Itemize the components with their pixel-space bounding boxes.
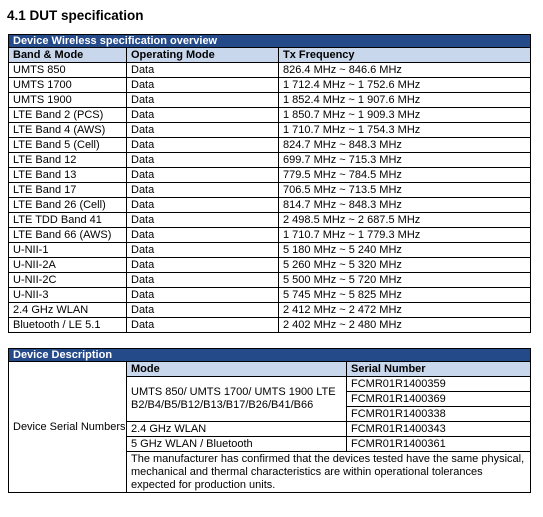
operating-mode-cell: Data bbox=[127, 303, 279, 318]
serial-number: FCMR01R1400343 bbox=[347, 422, 531, 437]
operating-mode-cell: Data bbox=[127, 183, 279, 198]
tx-frequency-cell: 826.4 MHz ~ 846.6 MHz bbox=[279, 63, 531, 78]
desc-table-title: Device Description bbox=[9, 349, 531, 362]
operating-mode-cell: Data bbox=[127, 318, 279, 333]
operating-mode-cell: Data bbox=[127, 168, 279, 183]
spec-row bbox=[9, 168, 531, 183]
spec-row bbox=[9, 273, 531, 288]
spec-row bbox=[9, 243, 531, 258]
spec-row bbox=[9, 93, 531, 108]
spec-row bbox=[9, 108, 531, 123]
mode-wlan-5g-bluetooth: 5 GHz WLAN / Bluetooth bbox=[127, 437, 347, 452]
tx-frequency-cell: 779.5 MHz ~ 784.5 MHz bbox=[279, 168, 531, 183]
header-mode: Mode bbox=[127, 362, 347, 377]
spec-row bbox=[9, 198, 531, 213]
section-heading: 4.1 DUT specification bbox=[7, 8, 144, 23]
operating-mode-cell: Data bbox=[127, 63, 279, 78]
band-mode-cell: U-NII-1 bbox=[9, 243, 127, 258]
wireless-spec-table bbox=[8, 34, 531, 333]
tx-frequency-cell: 1 710.7 MHz ~ 1 754.3 MHz bbox=[279, 123, 531, 138]
band-mode-cell: UMTS 1900 bbox=[9, 93, 127, 108]
band-mode-cell: LTE Band 66 (AWS) bbox=[9, 228, 127, 243]
band-mode-cell: U-NII-2C bbox=[9, 273, 127, 288]
header-band-mode: Band & Mode bbox=[9, 48, 127, 63]
operating-mode-cell: Data bbox=[127, 198, 279, 213]
tx-frequency-cell: 1 850.7 MHz ~ 1 909.3 MHz bbox=[279, 108, 531, 123]
tx-frequency-cell: 5 260 MHz ~ 5 320 MHz bbox=[279, 258, 531, 273]
band-mode-cell: LTE Band 17 bbox=[9, 183, 127, 198]
tx-frequency-cell: 1 712.4 MHz ~ 1 752.6 MHz bbox=[279, 78, 531, 93]
tx-frequency-cell: 5 180 MHz ~ 5 240 MHz bbox=[279, 243, 531, 258]
operating-mode-cell: Data bbox=[127, 153, 279, 168]
serial-number: FCMR01R1400359 bbox=[347, 377, 531, 392]
operating-mode-cell: Data bbox=[127, 273, 279, 288]
operating-mode-cell: Data bbox=[127, 78, 279, 93]
serial-number: FCMR01R1400338 bbox=[347, 407, 531, 422]
band-mode-cell: UMTS 1700 bbox=[9, 78, 127, 93]
band-mode-cell: UMTS 850 bbox=[9, 63, 127, 78]
tx-frequency-cell: 1 710.7 MHz ~ 1 779.3 MHz bbox=[279, 228, 531, 243]
spec-row bbox=[9, 288, 531, 303]
band-mode-cell: LTE Band 5 (Cell) bbox=[9, 138, 127, 153]
header-tx-frequency: Tx Frequency bbox=[279, 48, 531, 63]
device-description-table bbox=[8, 348, 531, 493]
band-mode-cell: LTE TDD Band 41 bbox=[9, 213, 127, 228]
spec-row bbox=[9, 318, 531, 333]
spec-row bbox=[9, 183, 531, 198]
spec-row bbox=[9, 213, 531, 228]
operating-mode-cell: Data bbox=[127, 243, 279, 258]
mode-cellular: UMTS 850/ UMTS 1700/ UMTS 1900 LTE B2/B4/B5/B12/B13/B17/B26/B41/B66 bbox=[127, 377, 347, 422]
tx-frequency-cell: 2 412 MHz ~ 2 472 MHz bbox=[279, 303, 531, 318]
tx-frequency-cell: 2 498.5 MHz ~ 2 687.5 MHz bbox=[279, 213, 531, 228]
operating-mode-cell: Data bbox=[127, 93, 279, 108]
manufacturer-note: The manufacturer has confirmed that the devices tested have the same physical, mechanical and thermal characteristics are within operational tolerances expected for production units. bbox=[127, 452, 531, 493]
tx-frequency-cell: 699.7 MHz ~ 715.3 MHz bbox=[279, 153, 531, 168]
header-operating-mode: Operating Mode bbox=[127, 48, 279, 63]
spec-row bbox=[9, 78, 531, 93]
band-mode-cell: U-NII-2A bbox=[9, 258, 127, 273]
serial-number: FCMR01R1400361 bbox=[347, 437, 531, 452]
spec-row bbox=[9, 153, 531, 168]
device-serial-numbers-label: Device Serial Numbers bbox=[9, 362, 127, 493]
band-mode-cell: LTE Band 2 (PCS) bbox=[9, 108, 127, 123]
spec-row bbox=[9, 258, 531, 273]
tx-frequency-cell: 824.7 MHz ~ 848.3 MHz bbox=[279, 138, 531, 153]
tx-frequency-cell: 814.7 MHz ~ 848.3 MHz bbox=[279, 198, 531, 213]
band-mode-cell: LTE Band 13 bbox=[9, 168, 127, 183]
band-mode-cell: LTE Band 12 bbox=[9, 153, 127, 168]
spec-row bbox=[9, 63, 531, 78]
band-mode-cell: LTE Band 26 (Cell) bbox=[9, 198, 127, 213]
spec-row bbox=[9, 123, 531, 138]
spec-row bbox=[9, 303, 531, 318]
band-mode-cell: Bluetooth / LE 5.1 bbox=[9, 318, 127, 333]
spec-table-title: Device Wireless specification overview bbox=[9, 35, 531, 48]
tx-frequency-cell: 5 745 MHz ~ 5 825 MHz bbox=[279, 288, 531, 303]
operating-mode-cell: Data bbox=[127, 108, 279, 123]
header-serial-number: Serial Number bbox=[347, 362, 531, 377]
serial-number: FCMR01R1400369 bbox=[347, 392, 531, 407]
band-mode-cell: U-NII-3 bbox=[9, 288, 127, 303]
operating-mode-cell: Data bbox=[127, 123, 279, 138]
tx-frequency-cell: 5 500 MHz ~ 5 720 MHz bbox=[279, 273, 531, 288]
operating-mode-cell: Data bbox=[127, 213, 279, 228]
tx-frequency-cell: 706.5 MHz ~ 713.5 MHz bbox=[279, 183, 531, 198]
tx-frequency-cell: 1 852.4 MHz ~ 1 907.6 MHz bbox=[279, 93, 531, 108]
tx-frequency-cell: 2 402 MHz ~ 2 480 MHz bbox=[279, 318, 531, 333]
band-mode-cell: LTE Band 4 (AWS) bbox=[9, 123, 127, 138]
operating-mode-cell: Data bbox=[127, 258, 279, 273]
spec-row bbox=[9, 228, 531, 243]
band-mode-cell: 2.4 GHz WLAN bbox=[9, 303, 127, 318]
operating-mode-cell: Data bbox=[127, 138, 279, 153]
operating-mode-cell: Data bbox=[127, 228, 279, 243]
operating-mode-cell: Data bbox=[127, 288, 279, 303]
mode-wlan-2g: 2.4 GHz WLAN bbox=[127, 422, 347, 437]
spec-row bbox=[9, 138, 531, 153]
